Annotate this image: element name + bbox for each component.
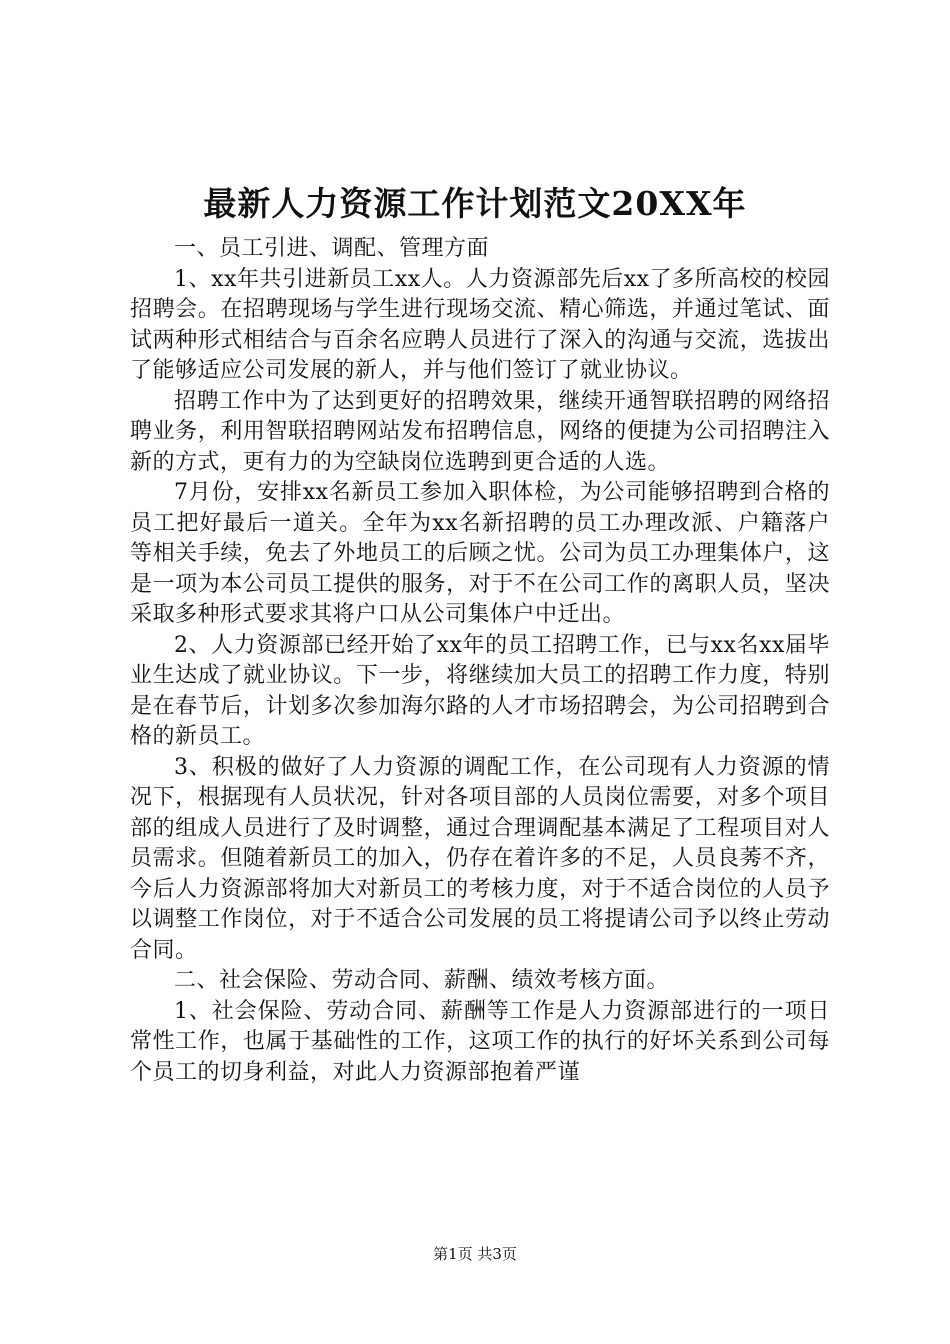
body-paragraph: 7月份，安排xx名新员工参加入职体检，为公司能够招聘到合格的员工把好最后一道关。全年为xx名新招聘的员工办理改派、户籍落户等相关手续，免去了外地员工的后顾之忧。公司为员工办理集体户，这是一项为本公司员工提供的服务，对于不在公司工作的离职人员，坚决采取多种形式要求其将户口从公司集体户中迁出。	[130, 480, 830, 627]
section-heading: 二、社会保险、劳动合同、薪酬、绩效考核方面。	[174, 968, 670, 993]
document-title: 最新人力资源工作计划范文20XX年	[203, 184, 747, 223]
body-paragraph: 2、人力资源部已经开始了xx年的员工招聘工作，已与xx名xx届毕业生达成了就业协议。下一步，将继续加大员工的招聘工作力度，特别是在春节后，计划多次参加海尔路的人才市场招聘会，为公司招聘到合格的新员工。	[130, 632, 830, 749]
body-paragraph: 3、积极的做好了人力资源的调配工作，在公司现有人力资源的情况下，根据现有人员状况，针对各项目部的人员岗位需要，对多个项目部的组成人员进行了及时调整，通过合理调配基本满足了工程项目对人员需求。但随着新员工的加入，仍存在着许多的不足，人员良莠不齐，今后人力资源部将加大对新员工的考核力度，对于不适合岗位的人员予以调整工作岗位，对于不适合公司发展的员工将提请公司予以终止劳动合同。	[130, 754, 830, 963]
body-paragraph: 招聘工作中为了达到更好的招聘效果，继续开通智联招聘的网络招聘业务，利用智联招聘网站发布招聘信息，网络的便捷为公司招聘注入新的方式，更有力的为空缺岗位选聘到更合适的人选。	[130, 388, 830, 475]
body-paragraph: 1、xx年共引进新员工xx人。人力资源部先后xx了多所高校的校园招聘会。在招聘现场与学生进行现场交流、精心筛选，并通过笔试、面试两种形式相结合与百余名应聘人员进行了深入的沟通与交流，选拔出了能够适应公司发展的新人，并与他们签订了就业协议。	[130, 266, 830, 383]
page-footer: 第1页 共3页	[433, 1245, 517, 1263]
document-body	[130, 234, 830, 1088]
body-paragraph: 1、社会保险、劳动合同、薪酬等工作是人力资源部进行的一项日常性工作，也属于基础性的工作，这项工作的执行的好坏关系到公司每个员工的切身利益，对此人力资源部抱着严谨	[130, 998, 830, 1085]
section-heading: 一、员工引进、调配、管理方面	[174, 236, 490, 261]
